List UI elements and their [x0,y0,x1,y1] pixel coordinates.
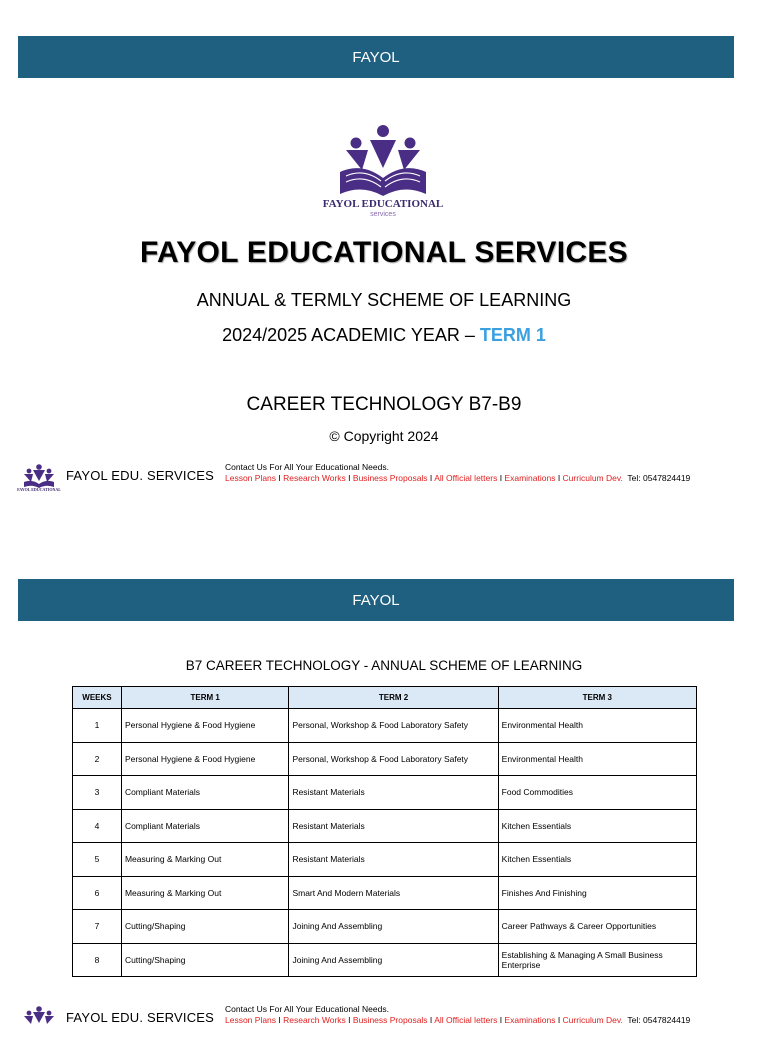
week-cell: 6 [73,876,122,910]
separator: I [276,1015,284,1025]
table-row [73,843,697,877]
table-row [73,709,697,743]
table-row [73,742,697,776]
table-row [73,943,697,977]
logo-subtitle: services [370,211,396,218]
contact-line: Contact Us For All Your Educational Needs. [225,1004,389,1014]
fayol-logo [310,120,456,222]
term3-cell: Kitchen Essentials [498,809,696,843]
services-line [225,1015,695,1026]
term1-cell: Cutting/Shaping [121,943,289,977]
term2-cell: Resistant Materials [289,809,498,843]
service-item: Examinations [504,1015,556,1025]
table-title: B7 CAREER TECHNOLOGY - ANNUAL SCHEME OF LEARNING [185,658,583,673]
term3-cell: Food Commodities [498,776,696,810]
banner-text: FAYOL [352,48,400,66]
table-header-row [73,687,697,709]
section-banner [18,579,734,621]
term3-cell: Environmental Health [498,742,696,776]
table-row [73,809,697,843]
academic-year-text: 2024/2025 ACADEMIC YEAR – [222,325,475,345]
service-item: Lesson Plans [225,1015,277,1025]
separator: I [497,473,505,483]
week-cell: 4 [73,809,122,843]
service-item: Business Proposals [352,473,428,483]
header-weeks: WEEKS [73,687,122,709]
service-item: Examinations [504,473,556,483]
term1-cell: Personal Hygiene & Food Hygiene [121,742,289,776]
separator: I [555,473,563,483]
contact-footer-bottom [16,1004,736,1044]
academic-year [0,325,768,346]
contact-line: Contact Us For All Your Educational Needs. [225,462,389,472]
logo-people-book-icon [310,120,456,200]
week-cell: 7 [73,910,122,944]
week-cell: 5 [73,843,122,877]
telephone: Tel: 0547824419 [627,1015,691,1025]
service-item: All Official letters [434,473,498,483]
term2-cell: Resistant Materials [289,843,498,877]
contact-footer [16,462,736,502]
term3-cell: Career Pathways & Career Opportunities [498,910,696,944]
mini-logo-name: FAYOL EDUCATIONAL [17,487,61,492]
contact-block [225,1004,695,1026]
table-row [73,776,697,810]
service-item: Curriculum Dev. [562,473,623,483]
term3-cell: Kitchen Essentials [498,843,696,877]
copyright: © Copyright 2024 [329,428,439,444]
term2-cell: Joining And Assembling [289,910,498,944]
separator: I [427,473,435,483]
footer-brand: FAYOL EDU. SERVICES [66,1010,215,1025]
service-item: All Official letters [434,1015,498,1025]
term3-cell: Establishing & Managing A Small Business Enterprise [498,943,696,977]
separator: I [497,1015,505,1025]
separator: I [427,1015,435,1025]
term1-cell: Compliant Materials [121,776,289,810]
document-subtitle: ANNUAL & TERMLY SCHEME OF LEARNING [196,290,572,310]
header-term-3: TERM 3 [498,687,696,709]
term1-cell: Personal Hygiene & Food Hygiene [121,709,289,743]
banner-text: FAYOL [352,591,400,609]
service-item: Curriculum Dev. [562,1015,623,1025]
term2-cell: Personal, Workshop & Food Laboratory Safety [289,742,498,776]
contact-block [225,462,695,484]
service-item: Business Proposals [352,1015,428,1025]
separator: I [555,1015,563,1025]
services-line [225,473,695,484]
term3-cell: Finishes And Finishing [498,876,696,910]
separator: I [345,1015,353,1025]
table-row [73,910,697,944]
term2-cell: Smart And Modern Materials [289,876,498,910]
week-cell: 3 [73,776,122,810]
scheme-table [72,686,697,977]
term1-cell: Cutting/Shaping [121,910,289,944]
week-cell: 1 [73,709,122,743]
term2-cell: Joining And Assembling [289,943,498,977]
mini-logo-icon [16,1004,62,1038]
term1-cell: Compliant Materials [121,809,289,843]
service-item: Research Works [283,473,346,483]
term1-cell: Measuring & Marking Out [121,876,289,910]
header-term-2: TERM 2 [289,687,498,709]
term1-cell: Measuring & Marking Out [121,843,289,877]
document-title: FAYOL EDUCATIONAL SERVICES [140,236,628,269]
week-cell: 2 [73,742,122,776]
header-term-1: TERM 1 [121,687,289,709]
week-cell: 8 [73,943,122,977]
logo-name: FAYOL EDUCATIONAL [322,198,444,210]
term2-cell: Personal, Workshop & Food Laboratory Safety [289,709,498,743]
term3-cell: Environmental Health [498,709,696,743]
subject-title: CAREER TECHNOLOGY B7-B9 [246,394,522,415]
table-row [73,876,697,910]
separator: I [276,473,284,483]
service-item: Lesson Plans [225,473,277,483]
separator: I [345,473,353,483]
term2-cell: Resistant Materials [289,776,498,810]
service-item: Research Works [283,1015,346,1025]
term-label: TERM 1 [479,325,546,345]
top-banner [18,36,734,78]
telephone: Tel: 0547824419 [627,473,691,483]
footer-brand: FAYOL EDU. SERVICES [66,468,215,483]
